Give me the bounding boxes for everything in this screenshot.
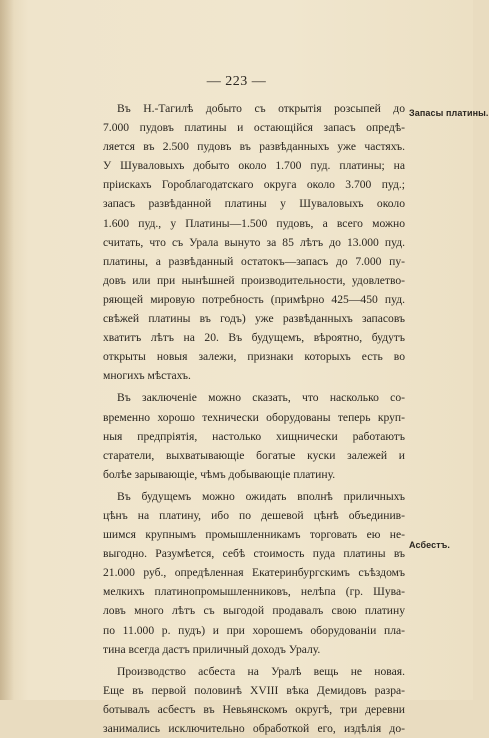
text-line: ловъ много лѣтъ съ выгодой продавалъ свою платину: [103, 604, 405, 618]
text-line: У Шуваловыхъ добыто около 1.700 пуд. платины; на: [103, 159, 405, 173]
text-line: ныя предпріятія, настолько хищнически работаютъ: [103, 429, 405, 443]
text-line: 21.000 руб., опредѣленная Екатеринбургскимъ съѣздомъ: [103, 566, 405, 580]
text-line: многихъ мѣстахъ.: [103, 369, 191, 383]
text-line: ботывалъ асбестъ въ Невьянскомъ округѣ, три деревни: [103, 702, 405, 716]
paragraph: [103, 487, 405, 659]
text-line: Еще въ первой половинѣ XVIII вѣка Демидовъ разра-: [103, 683, 405, 697]
margin-note-asbestos: Асбестъ.: [409, 540, 450, 550]
text-line: старатели, выхватывающіе богатые куски залежей и: [103, 448, 405, 462]
text-line: по 11.000 р. пудъ) и при хорошемъ оборудованіи пла-: [103, 623, 405, 637]
text-line: 7.000 пудовъ платины и остающійся запасъ опредѣ-: [103, 121, 405, 135]
text-line: 1.600 пуд., у Платины—1.500 пудовъ, а всего можно: [103, 216, 405, 230]
text-line: Производство асбеста на Уралѣ вещь не новая.: [117, 664, 405, 678]
text-line: шимся крупнымъ промышленникамъ торговать ею не-: [103, 528, 405, 542]
text-line: выгодно. Разумѣется, себѣ стоимость пуда платины въ: [103, 547, 405, 561]
text-line: ляется въ 2.500 пудовъ въ развѣданныхъ уже частяхъ.: [103, 140, 405, 154]
paragraph: [103, 99, 405, 385]
text-line: довъ или при нынѣшней производительности, удовлетво-: [103, 273, 405, 287]
paragraph: [103, 388, 405, 483]
text-line: Въ будущемъ можно ожидать вполнѣ приличныхъ: [117, 489, 405, 503]
text-line: пріискахъ Гороблагодатскаго округа около 3.700 пуд.;: [103, 178, 405, 192]
text-line: тина всегда дастъ приличный доходъ Уралу.: [103, 642, 321, 656]
page-number: — 223 —: [206, 74, 267, 89]
paragraph: [103, 662, 405, 738]
text-line: мелкихъ платинопромышленниковъ, нелѣпа (гр. Шува-: [103, 585, 405, 599]
text-line: запасъ развѣданной платины у Шуваловыхъ около: [103, 197, 405, 211]
text-line: ряющей мировую потребность (примѣрно 425—450 пуд.: [103, 292, 405, 306]
text-line: цѣнъ на платину, ибо по дешевой цѣнѣ объединив-: [103, 508, 405, 522]
text-line: Въ Н.-Тагилѣ добыто съ открытія розсыпей до: [117, 102, 405, 115]
text-line: свѣжей платины въ годъ) уже развѣданныхъ запасовъ: [103, 312, 405, 326]
text-line: занимались исключительно обработкой его, издѣлія до-: [103, 722, 405, 735]
text-line: считать, что съ Урала вынуто за 85 лѣтъ до 13.000 пуд.: [103, 235, 405, 249]
text-line: открыты новыя залежи, признаки которыхъ есть во: [103, 350, 405, 364]
text-line: временно хорошо технически оборудованы теперь круп-: [103, 410, 405, 424]
text-line: хватитъ лѣтъ на 20. Въ будущемъ, вѣроятно, будутъ: [103, 331, 405, 345]
text-line: болѣе зарывающіе, чѣмъ добывающіе платину.: [103, 467, 336, 481]
margin-note-platinum-reserves: Запасы платины.: [409, 108, 489, 118]
text-line: Въ заключеніе можно сказать, что насколько со-: [117, 391, 405, 405]
body-text: [103, 99, 405, 738]
text-line: платины, а развѣданный остатокъ—запасъ до 7.000 пу-: [103, 254, 405, 268]
page-binding-shadow: [0, 0, 14, 700]
